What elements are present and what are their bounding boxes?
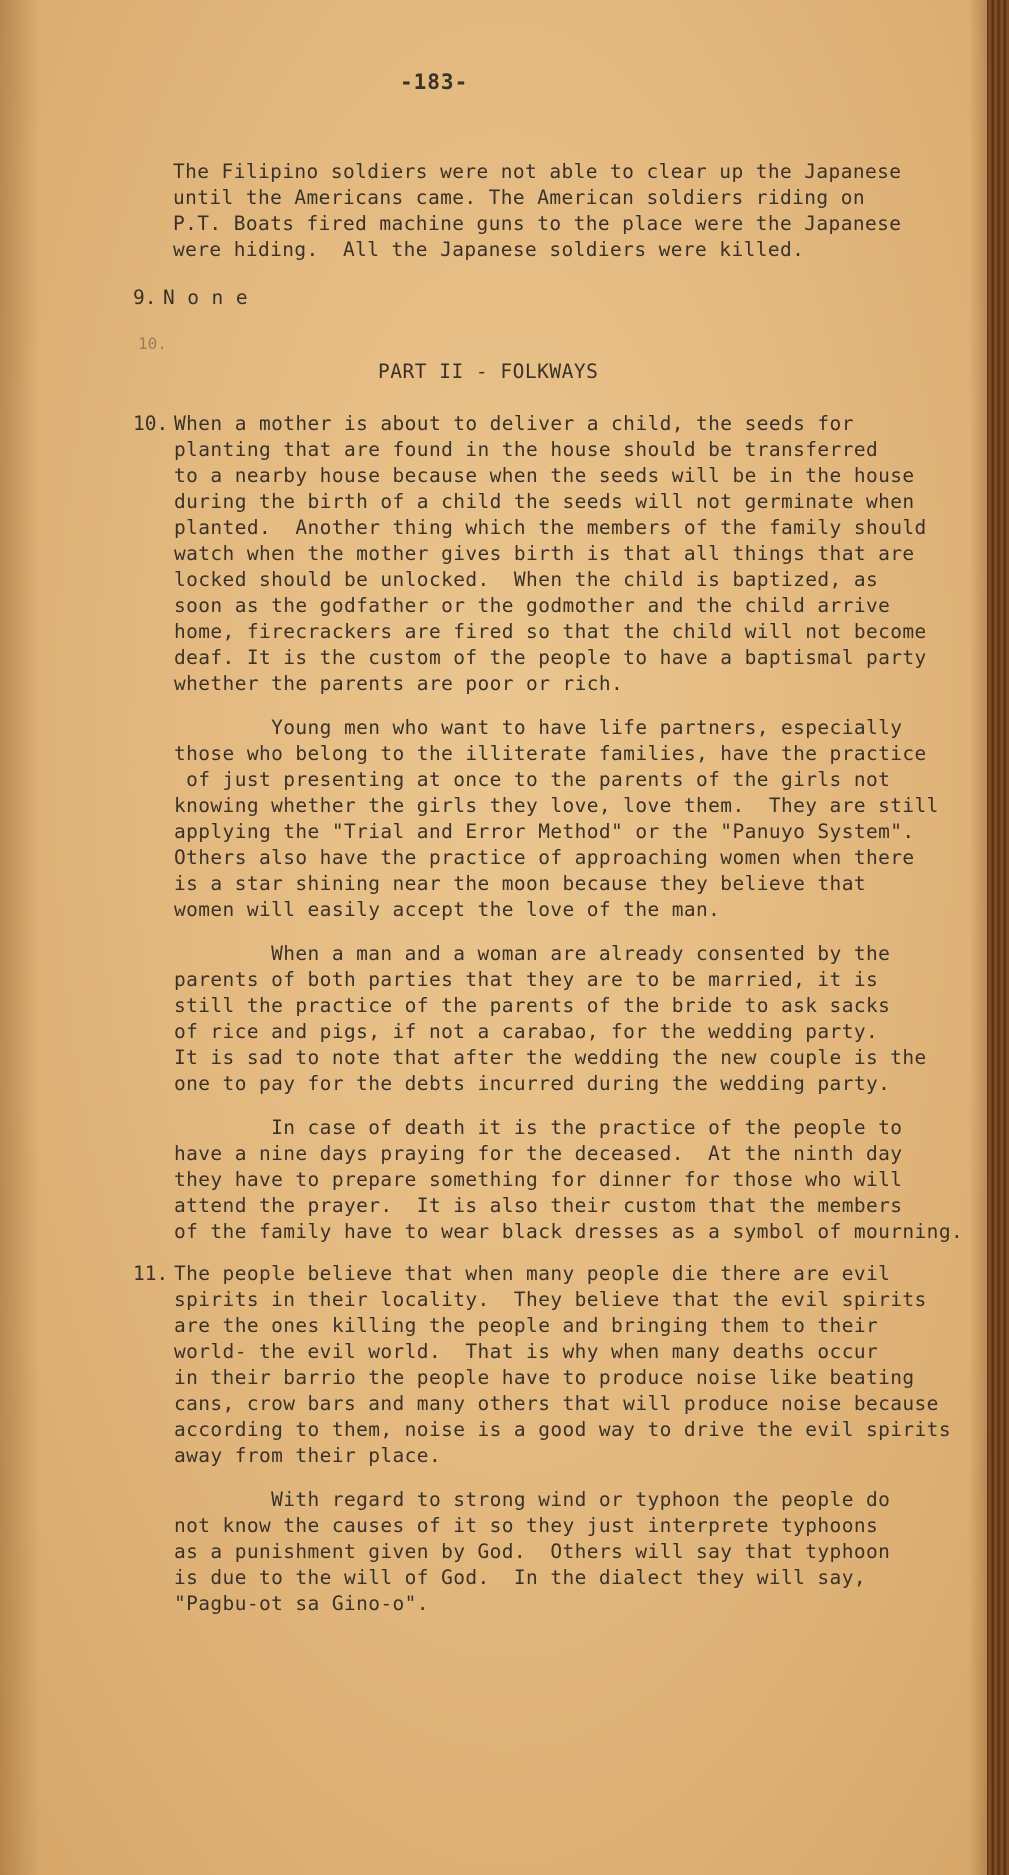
text-line: were hiding. All the Japanese soldiers were killed. (173, 238, 805, 261)
text-line: of rice and pigs, if not a carabao, for the wedding party. (174, 1020, 879, 1043)
text-line: according to them, noise is a good way to drive the evil spirits (174, 1418, 951, 1441)
text-line: In case of death it is the practice of the people to (174, 1116, 903, 1139)
text-line: to a nearby house because when the seeds will be in the house (174, 464, 915, 487)
text-line: one to pay for the debts incurred during the wedding party. (174, 1072, 891, 1095)
text-line: world- the evil world. That is why when many deaths occur (174, 1340, 879, 1363)
text-line: whether the parents are poor or rich. (174, 672, 624, 695)
text-line: P.T. Boats fired machine guns to the place were the Japanese (173, 212, 902, 235)
text-line: locked should be unlocked. When the child is baptized, as (174, 568, 879, 591)
text-line: still the practice of the parents of the bride to ask sacks (174, 994, 891, 1017)
text-line: those who belong to the illiterate families, have the practice (174, 742, 927, 765)
item-9-text: N o n e (163, 286, 248, 309)
text-line: during the birth of a child the seeds will not germinate when (174, 490, 915, 513)
text-line: home, firecrackers are fired so that the child will not become (174, 620, 927, 643)
text-line: spirits in their locality. They believe that the evil spirits (174, 1288, 927, 1311)
text-line: "Pagbu-ot sa Gino-o". (174, 1592, 429, 1615)
text-line: they have to prepare something for dinner for those who will (174, 1168, 903, 1191)
text-line: When a mother is about to deliver a child, the seeds for (174, 412, 854, 435)
text-line: are the ones killing the people and bringing them to their (174, 1314, 879, 1337)
text-line: Young men who want to have life partners, especially (174, 716, 903, 739)
item-10-number: 10. (133, 412, 169, 435)
text-line: applying the "Trial and Error Method" or the "Panuyo System". (174, 820, 915, 843)
page-number: -183- (400, 70, 469, 94)
text-line: as a punishment given by God. Others will say that typhoon (174, 1540, 891, 1563)
text-line: until the Americans came. The American soldiers riding on (173, 186, 865, 209)
text-line: planting that are found in the house should be transferred (174, 438, 879, 461)
text-line: of just presenting at once to the parents of the girls not (174, 768, 891, 791)
text-line: away from their place. (174, 1444, 442, 1467)
text-line: have a nine days praying for the deceased. At the ninth day (174, 1142, 903, 1165)
book-binding-edge (987, 0, 1009, 1875)
text-line: in their barrio the people have to produce noise like beating (174, 1366, 915, 1389)
text-line: parents of both parties that they are to be married, it is (174, 968, 879, 991)
text-line: With regard to strong wind or typhoon the people do (174, 1488, 891, 1511)
item-11-number: 11. (133, 1262, 169, 1285)
text-line: deaf. It is the custom of the people to have a baptismal party (174, 646, 927, 669)
text-line: The people believe that when many people die there are evil (174, 1262, 891, 1285)
text-line: of the family have to wear black dresses as a symbol of mourning. (174, 1220, 964, 1243)
faint-stray-mark: 10. (138, 334, 167, 353)
text-line: Others also have the practice of approaching women when there (174, 846, 915, 869)
text-line: attend the prayer. It is also their custom that the members (174, 1194, 903, 1217)
text-line: knowing whether the girls they love, love them. They are still (174, 794, 939, 817)
part-heading: PART II - FOLKWAYS (378, 360, 599, 383)
text-line: is due to the will of God. In the dialect they will say, (174, 1566, 866, 1589)
text-line: cans, crow bars and many others that will produce noise because (174, 1392, 939, 1415)
text-line: The Filipino soldiers were not able to clear up the Japanese (173, 160, 902, 183)
text-line: soon as the godfather or the godmother and the child arrive (174, 594, 891, 617)
item-9-number: 9. (133, 286, 157, 309)
text-line: It is sad to note that after the wedding the new couple is the (174, 1046, 927, 1069)
text-line: women will easily accept the love of the man. (174, 898, 721, 921)
text-line: is a star shining near the moon because they believe that (174, 872, 866, 895)
text-line: watch when the mother gives birth is that all things that are (174, 542, 915, 565)
text-line: planted. Another thing which the members of the family should (174, 516, 927, 539)
text-line: When a man and a woman are already consented by the (174, 942, 891, 965)
text-line: not know the causes of it so they just interprete typhoons (174, 1514, 879, 1537)
